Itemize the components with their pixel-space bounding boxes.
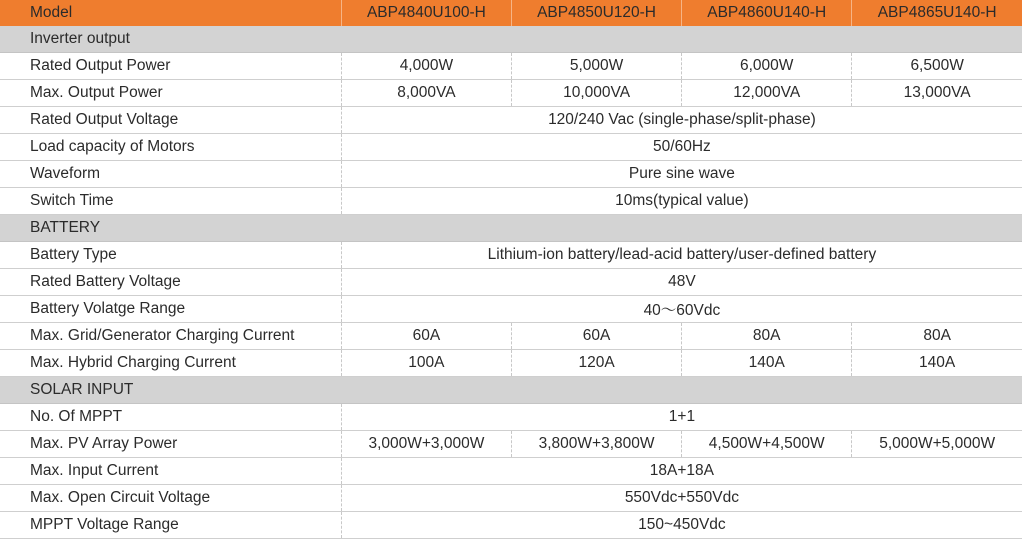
table-header (0, 0, 1022, 26)
spec-value: 10,000VA (511, 80, 681, 107)
spec-value: 60A (341, 323, 511, 350)
table-row (0, 458, 1022, 485)
section-title: SOLAR INPUT (0, 377, 1022, 404)
spec-value-merged: 150~450Vdc (341, 512, 1022, 539)
spec-value: 80A (852, 323, 1022, 350)
spec-value: 60A (511, 323, 681, 350)
spec-value-merged: Pure sine wave (341, 161, 1022, 188)
spec-label: Rated Battery Voltage (0, 269, 341, 296)
model-column-header: ABP4860U140-H (682, 0, 852, 26)
spec-label: Load capacity of Motors (0, 134, 341, 161)
section-header-row (0, 26, 1022, 53)
table-row (0, 80, 1022, 107)
spec-value: 3,000W+3,000W (341, 431, 511, 458)
table-row (0, 161, 1022, 188)
table-row (0, 242, 1022, 269)
spec-value: 4,500W+4,500W (682, 431, 852, 458)
spec-value: 13,000VA (852, 80, 1022, 107)
spec-value-merged: 10ms(typical value) (341, 188, 1022, 215)
spec-label: Max. Hybrid Charging Current (0, 350, 341, 377)
table-row (0, 53, 1022, 80)
table-row (0, 485, 1022, 512)
model-column-header: ABP4840U100-H (341, 0, 511, 26)
spec-label: Battery Volatge Range (0, 296, 341, 323)
table-row (0, 404, 1022, 431)
table-row (0, 134, 1022, 161)
spec-value-merged: 40～60Vdc (341, 296, 1022, 323)
spec-value: 6,500W (852, 53, 1022, 80)
spec-label: No. Of MPPT (0, 404, 341, 431)
spec-value-merged: 1+1 (341, 404, 1022, 431)
spec-value: 5,000W+5,000W (852, 431, 1022, 458)
spec-label: Rated Output Power (0, 53, 341, 80)
table-row (0, 512, 1022, 539)
table-row (0, 269, 1022, 296)
spec-value: 3,800W+3,800W (511, 431, 681, 458)
spec-value-merged: 48V (341, 269, 1022, 296)
spec-label: Rated Output Voltage (0, 107, 341, 134)
table-body (0, 26, 1022, 539)
spec-value-merged: 550Vdc+550Vdc (341, 485, 1022, 512)
spec-value: 140A (852, 350, 1022, 377)
spec-value-merged: 50/60Hz (341, 134, 1022, 161)
spec-label: Max. PV Array Power (0, 431, 341, 458)
model-column-header: ABP4865U140-H (852, 0, 1022, 26)
table-row (0, 431, 1022, 458)
spec-value: 12,000VA (682, 80, 852, 107)
spec-label: Switch Time (0, 188, 341, 215)
spec-value: 6,000W (682, 53, 852, 80)
spec-label: Max. Open Circuit Voltage (0, 485, 341, 512)
spec-value: 100A (341, 350, 511, 377)
spec-label: Waveform (0, 161, 341, 188)
table-row (0, 323, 1022, 350)
spec-value: 8,000VA (341, 80, 511, 107)
section-title: BATTERY (0, 215, 1022, 242)
model-column-header: ABP4850U120-H (511, 0, 681, 26)
table-row (0, 107, 1022, 134)
spec-label: MPPT Voltage Range (0, 512, 341, 539)
model-header-label: Model (0, 0, 341, 26)
spec-label: Max. Input Current (0, 458, 341, 485)
section-header-row (0, 215, 1022, 242)
spec-value-merged: 18A+18A (341, 458, 1022, 485)
spec-label: Battery Type (0, 242, 341, 269)
spec-value: 80A (682, 323, 852, 350)
table-row (0, 296, 1022, 323)
spec-value-merged: 120/240 Vac (single-phase/split-phase) (341, 107, 1022, 134)
section-header-row (0, 377, 1022, 404)
spec-label: Max. Output Power (0, 80, 341, 107)
table-row (0, 350, 1022, 377)
header-row (0, 0, 1022, 26)
spec-value: 120A (511, 350, 681, 377)
table-row (0, 188, 1022, 215)
spec-label: Max. Grid/Generator Charging Current (0, 323, 341, 350)
spec-value-merged: Lithium-ion battery/lead-acid battery/user-defined battery (341, 242, 1022, 269)
spec-value: 4,000W (341, 53, 511, 80)
spec-value: 5,000W (511, 53, 681, 80)
section-title: Inverter output (0, 26, 1022, 53)
spec-value: 140A (682, 350, 852, 377)
